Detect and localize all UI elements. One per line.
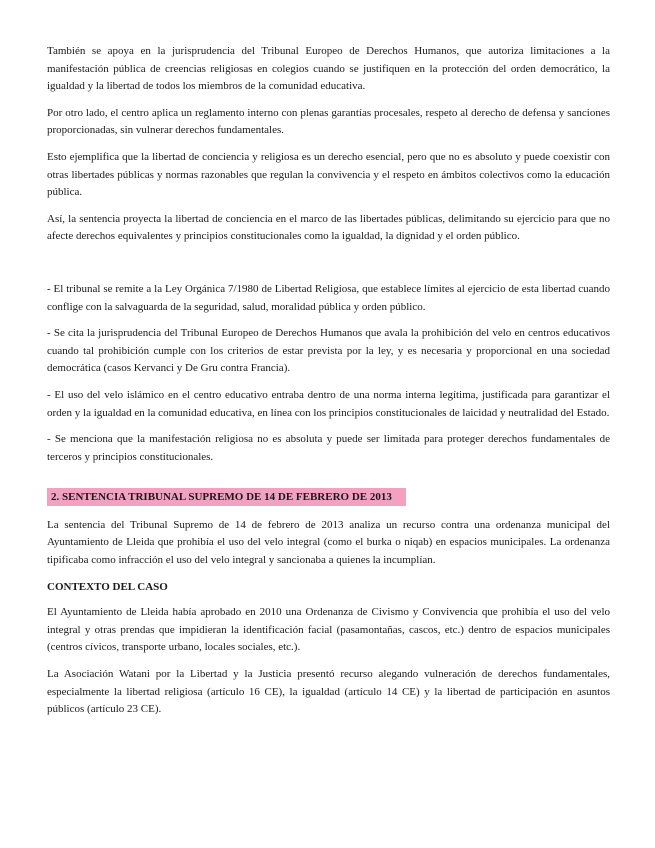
context-paragraph-recurso: La Asociación Watani por la Libertad y la Justicia presentó recurso alegando vulneración de derechos fundamentales, especialmente la libertad religiosa (artículo 16 CE), la igualdad (artículo 14 CE) y la libertad de participación en asuntos públicos (artículo 23 CE).: [47, 668, 610, 716]
paragraph-tedh: También se apoya en la jurisprudencia del Tribunal Europeo de Derechos Humanos, que autoriza limitaciones a la manifestación pública de creencias religiosas en colegios cuando se justifiquen en la protección del orden democrático, la igualdad y la libertad de todos los miembros de la comunidad educativa.: [47, 45, 610, 93]
context-paragraph-ordenanza: El Ayuntamiento de Lleida había aprobado en 2010 una Ordenanza de Civismo y Convivencia que prohibía el uso del velo integral y otras prendas que impidieran la identificación facial (pasamontañas, cascos, etc.) dentro de espacios municipales (centros cívicos, transporte urbano, locales sociales, etc.).: [47, 606, 610, 654]
bullet-jurisprudencia: - Se cita la jurisprudencia del Tribunal Europeo de Derechos Humanos que avala la prohibición del velo en centros educativos cuando tal prohibición cumple con los criterios de estar prevista por la ley, y es necesaria y proporcional en una sociedad democrática (casos Kervanci y De Gru contra Francia).: [47, 327, 610, 375]
section-heading-wrap: [47, 488, 610, 507]
section-heading: 2. SENTENCIA TRIBUNAL SUPREMO DE 14 DE FEBRERO DE 2013: [47, 488, 406, 506]
subheading-contexto: CONTEXTO DEL CASO: [47, 580, 168, 593]
bullet-manifestacion: - Se menciona que la manifestación religiosa no es absoluta y puede ser limitada para proteger derechos fundamentales de terceros y principios constitucionales.: [47, 433, 610, 463]
paragraph-reglamento: Por otro lado, el centro aplica un reglamento interno con plenas garantías procesales, respeto al derecho de defensa y sanciones proporcionadas, sin vulnerar derechos fundamentales.: [47, 106, 610, 137]
bullet-velo-islamico: - El uso del velo islámico en el centro educativo entraba dentro de una norma interna legítima, justificada para garantizar el orden y la igualdad en la comunidad educativa, en línea con los principios constitucionales de laicidad y neutralidad del Estado.: [47, 388, 610, 419]
bullet-ley-organica: - El tribunal se remite a la Ley Orgánica 7/1980 de Libertad Religiosa, que establece límites al ejercicio de esta libertad cuando conflige con la salvaguarda de la seguridad, salud, moralidad pública y orden público.: [47, 282, 610, 313]
spacer: [47, 255, 610, 281]
paragraph-sentencia: Así, la sentencia proyecta la libertad de conciencia en el marco de las libertades públicas, delimitando su ejercicio para que no afecte derechos equivalentes y principios constitucionales como la igualdad, la dignidad y el orden público.: [47, 212, 610, 243]
paragraph-libertad: Esto ejemplifica que la libertad de conciencia y religiosa es un derecho esencial, pero que no es absoluto y puede coexistir con otras libertades públicas y normas razonables que regulan la convivencia y el respeto en ámbitos colectivos como la educación pública.: [47, 150, 610, 199]
document-page: [47, 43, 610, 728]
section-intro: La sentencia del Tribunal Supremo de 14 de febrero de 2013 analiza un recurso contra una ordenanza municipal del Ayuntamiento de Lleida que prohibía el uso del velo integral (como el burka o niqab) en espacios municipales. La ordenanza tipificaba como infracción el uso del velo integral y sancionaba a quienes la incumplían.: [47, 518, 610, 567]
